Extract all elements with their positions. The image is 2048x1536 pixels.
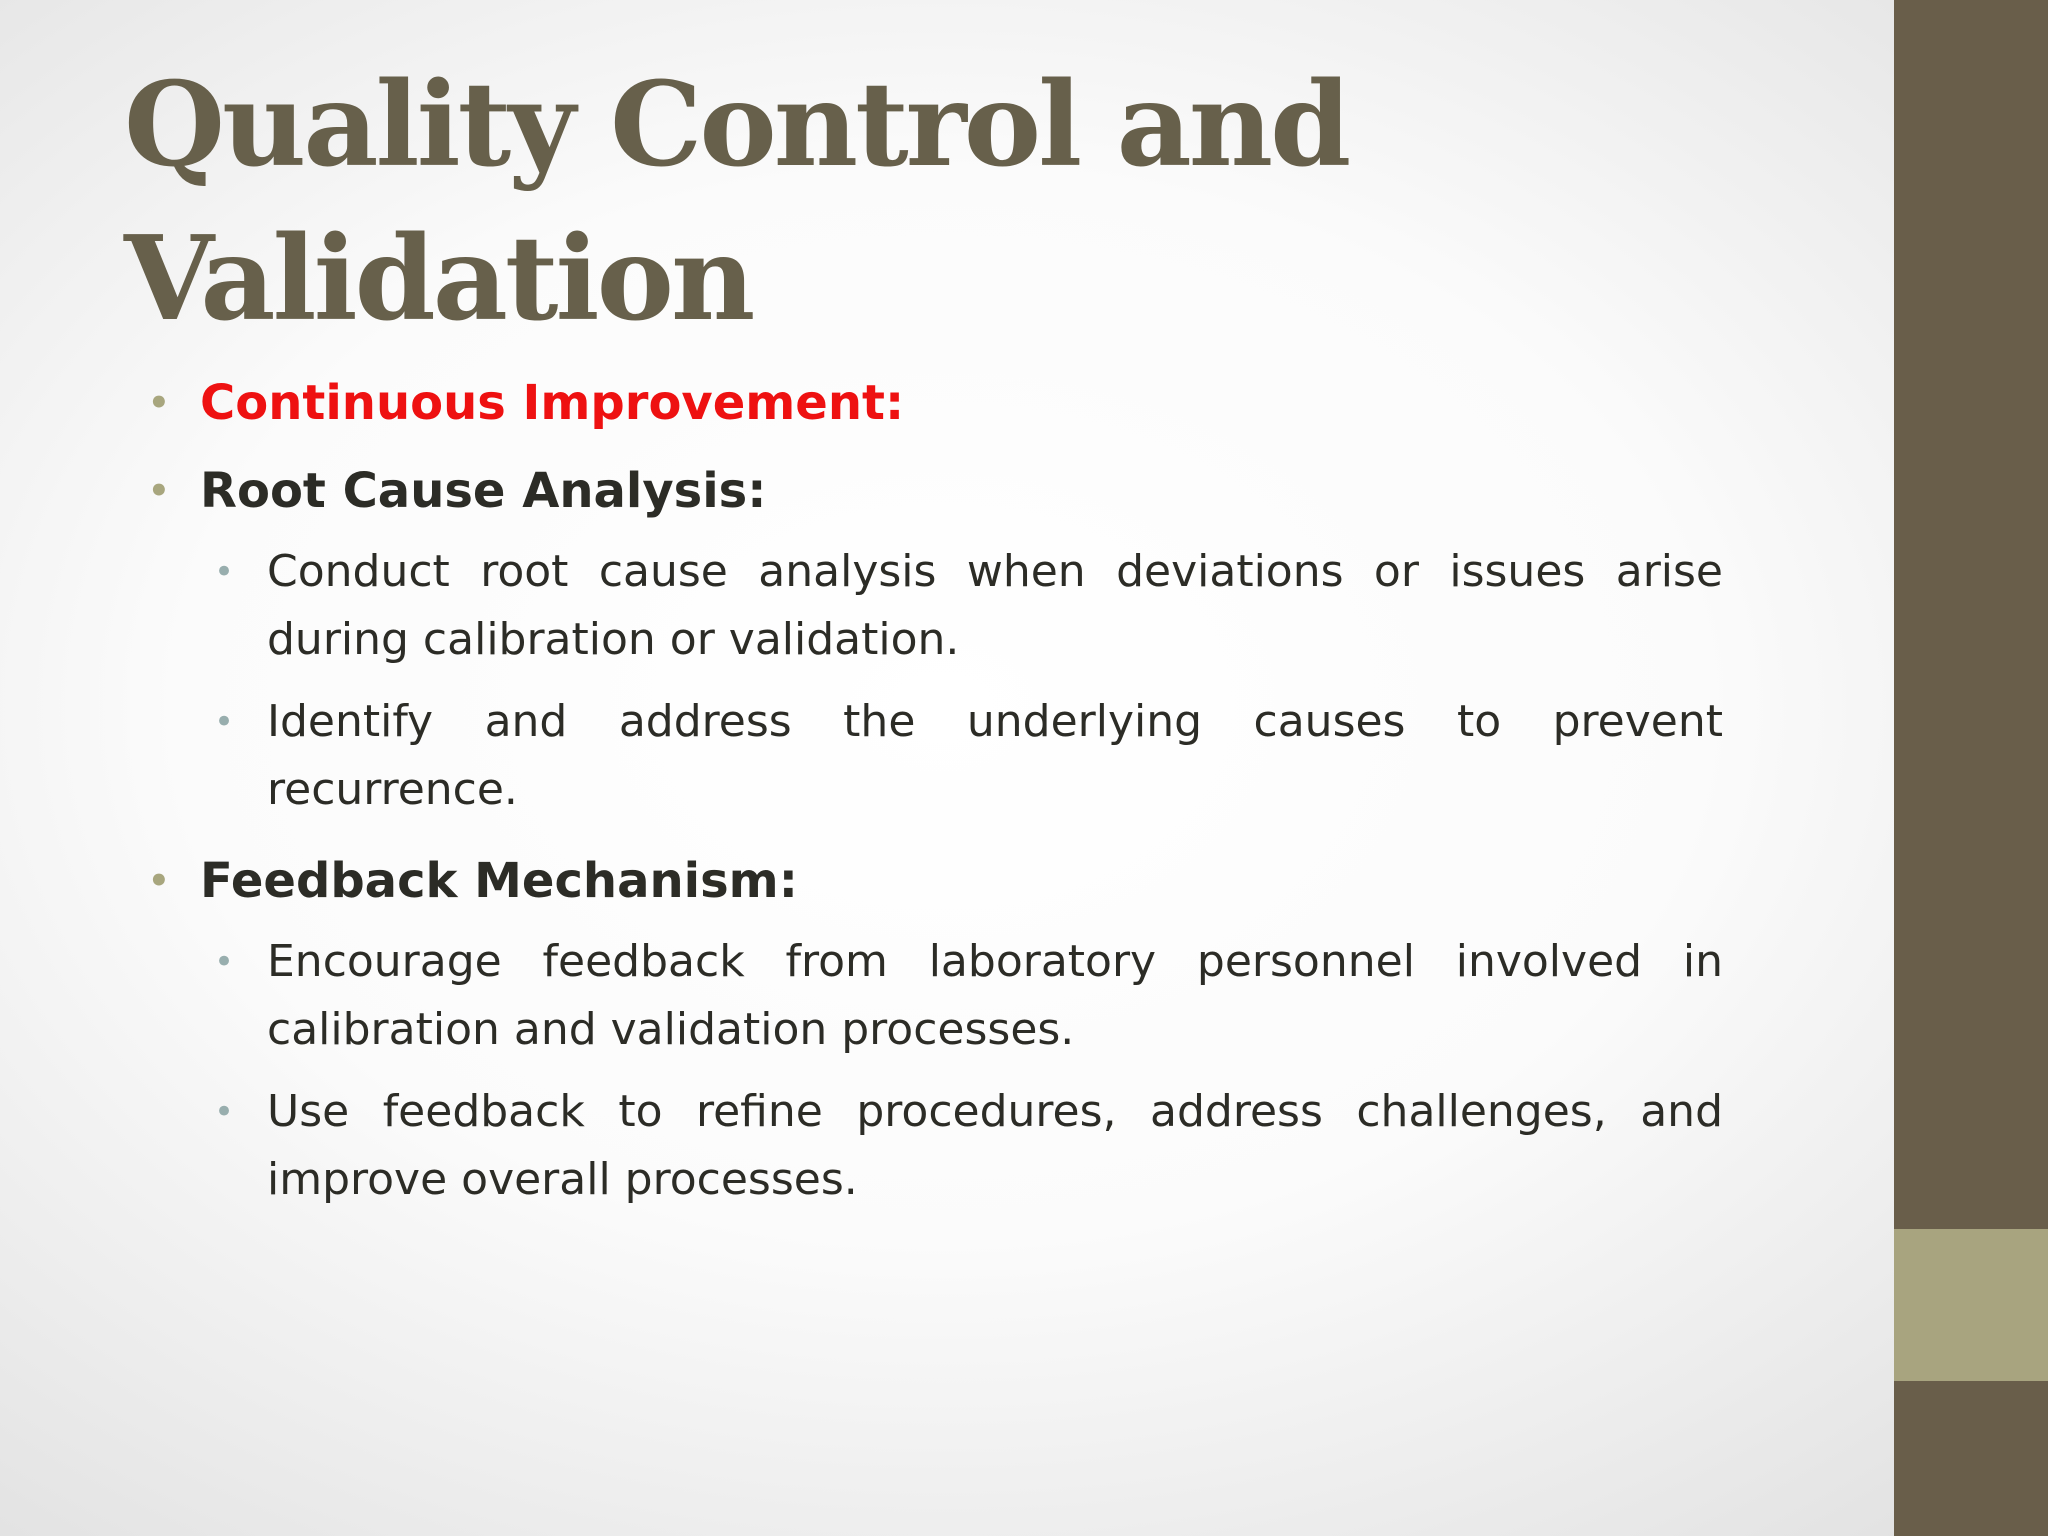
sub-bullet-text: Encourage feedback from laboratory personnel involved in calibration and validation processes.	[267, 936, 1723, 1055]
title-line-2: Validation	[124, 211, 753, 347]
sub-bullet-conduct-analysis	[214, 538, 1723, 674]
bullet-root-cause-analysis	[148, 460, 1788, 522]
sub-bullet-text: Identify and address the underlying causes to prevent recurrence.	[267, 696, 1723, 815]
decorative-side-bar	[1894, 0, 2048, 1536]
bullet-text: Continuous Improvement:	[200, 375, 905, 431]
bullet-dot-icon: •	[148, 861, 170, 901]
side-bar-bottom-block	[1894, 1381, 2048, 1536]
sub-bullet-text: Use feedback to refine procedures, address challenges, and improve overall processes.	[267, 1086, 1723, 1205]
sub-bullet-dot-icon: •	[214, 552, 235, 592]
bullet-text: Root Cause Analysis:	[200, 463, 767, 519]
bullet-list	[148, 372, 1788, 1228]
sub-bullet-text: Conduct root cause analysis when deviations or issues arise during calibration or validation.	[267, 546, 1723, 665]
bullet-dot-icon: •	[148, 383, 170, 423]
bullet-continuous-improvement	[148, 372, 1788, 434]
title-line-1: Quality Control and	[124, 57, 1349, 193]
bullet-dot-icon: •	[148, 471, 170, 511]
sub-bullet-dot-icon: •	[214, 942, 235, 982]
sub-bullet-use-feedback	[214, 1078, 1723, 1214]
bullet-text: Feedback Mechanism:	[200, 853, 798, 909]
sub-bullet-identify-causes	[214, 688, 1723, 824]
side-bar-top-block	[1894, 0, 2048, 1229]
sub-bullet-dot-icon: •	[214, 1092, 235, 1132]
sub-bullet-encourage-feedback	[214, 928, 1723, 1064]
sub-bullet-dot-icon: •	[214, 702, 235, 742]
bullet-feedback-mechanism	[148, 850, 1788, 912]
slide-title	[124, 48, 1524, 356]
side-bar-accent-block	[1894, 1229, 2048, 1381]
